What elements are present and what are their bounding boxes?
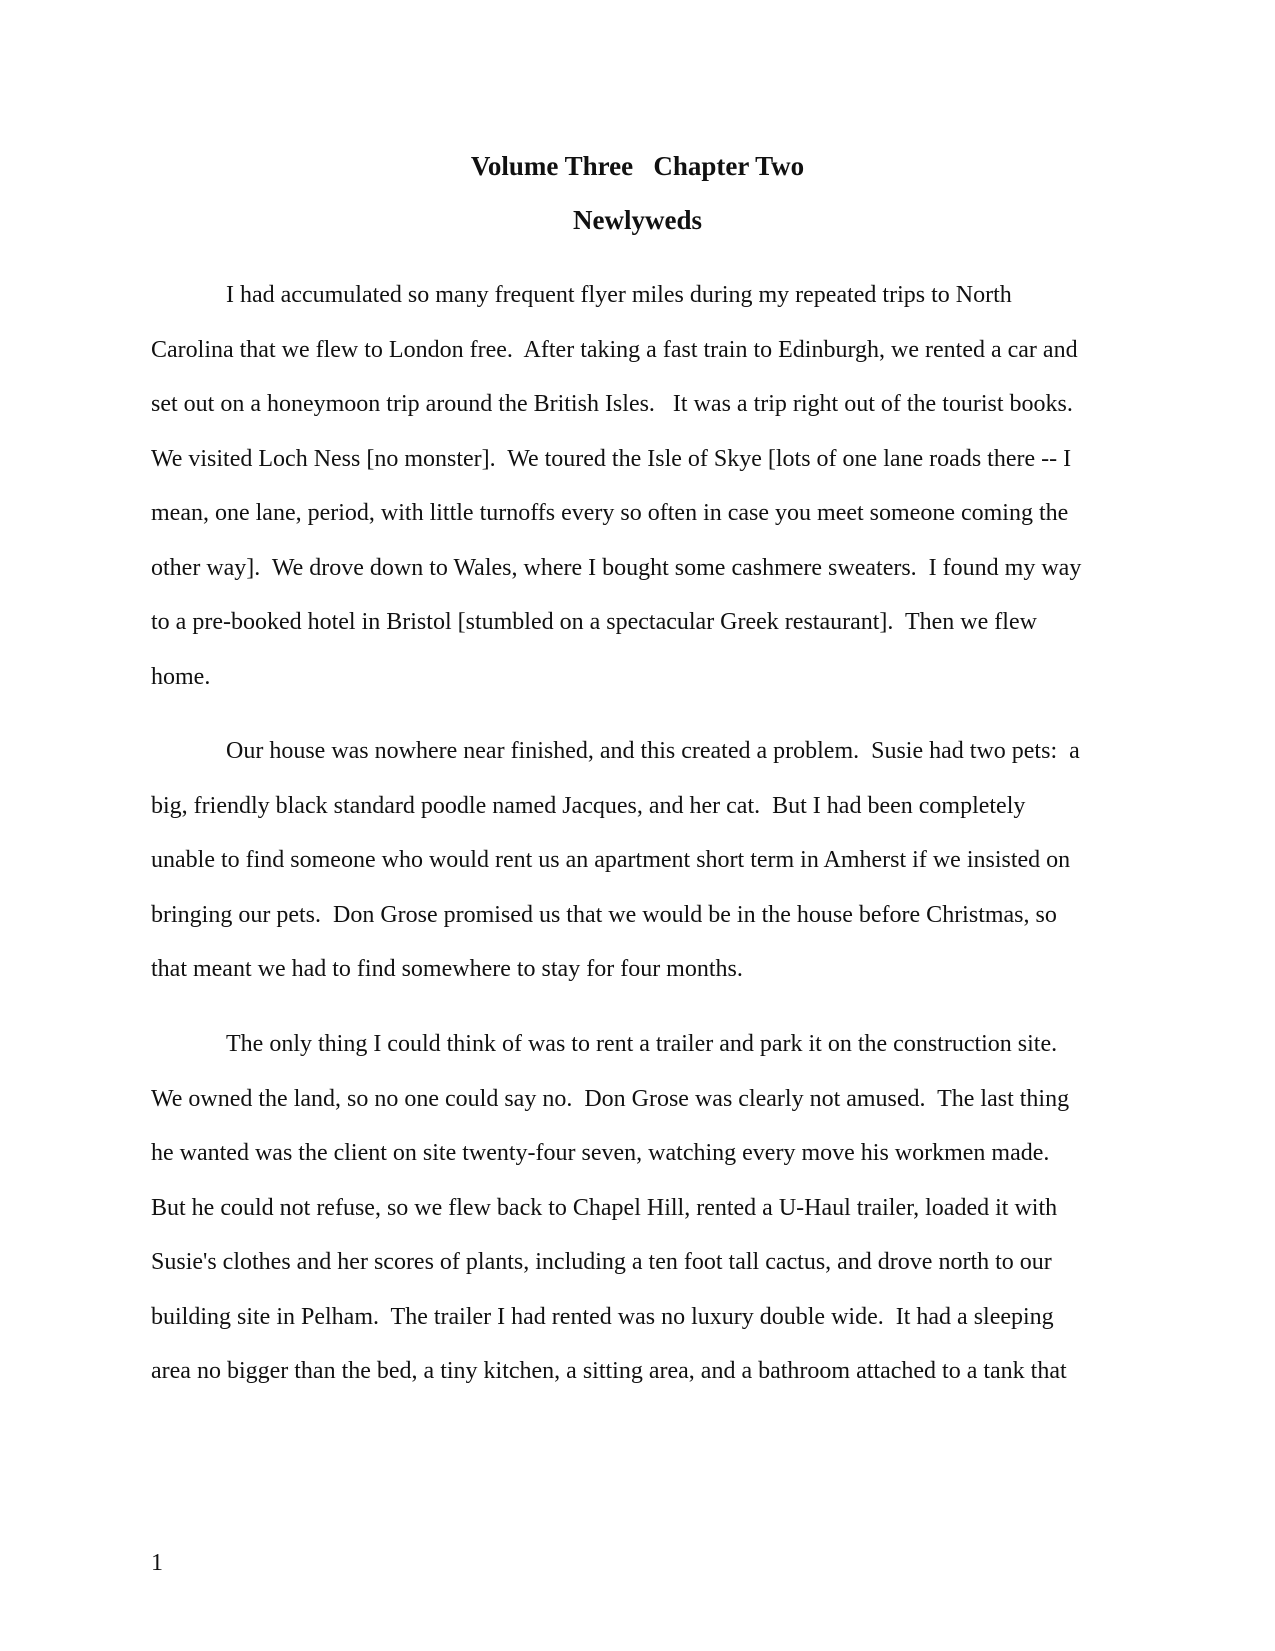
- text-line: mean, one lane, period, with little turnoffs every so often in case you meet someone coming the: [151, 500, 1069, 526]
- text-line: unable to find someone who would rent us an apartment short term in Amherst if we insisted on: [151, 847, 1071, 873]
- text-line: that meant we had to find somewhere to stay for four months.: [151, 956, 743, 982]
- text-line: to a pre-booked hotel in Bristol [stumbled on a spectacular Greek restaurant]. Then we flew: [151, 609, 1037, 635]
- text-line: set out on a honeymoon trip around the British Isles. It was a trip right out of the tourist books.: [151, 391, 1073, 417]
- text-line: building site in Pelham. The trailer I had rented was no luxury double wide. It had a sleeping: [151, 1304, 1054, 1330]
- chapter-subtitle: Newlyweds: [573, 205, 702, 235]
- text-line: area no bigger than the bed, a tiny kitchen, a sitting area, and a bathroom attached to a tank that: [151, 1358, 1067, 1384]
- text-line: home.: [151, 664, 211, 690]
- text-line: Our house was nowhere near finished, and this created a problem. Susie had two pets: a: [226, 738, 1080, 764]
- text-line: other way]. We drove down to Wales, where I bought some cashmere sweaters. I found my way: [151, 555, 1082, 581]
- page-number: 1: [151, 1550, 163, 1576]
- text-line: We owned the land, so no one could say no. Don Grose was clearly not amused. The last thing: [151, 1086, 1070, 1112]
- text-line: big, friendly black standard poodle named Jacques, and her cat. But I had been completely: [151, 793, 1026, 819]
- text-line: he wanted was the client on site twenty-four seven, watching every move his workmen made.: [151, 1140, 1050, 1166]
- text-line: Carolina that we flew to London free. After taking a fast train to Edinburgh, we rented a car and: [151, 337, 1078, 363]
- text-line: We visited Loch Ness [no monster]. We toured the Isle of Skye [lots of one lane roads there -- I: [151, 446, 1072, 472]
- text-line: But he could not refuse, so we flew back to Chapel Hill, rented a U-Haul trailer, loaded it with: [151, 1195, 1058, 1221]
- text-line: Susie's clothes and her scores of plants, including a ten foot tall cactus, and drove north to our: [151, 1249, 1052, 1275]
- text-line: The only thing I could think of was to rent a trailer and park it on the construction site.: [226, 1031, 1058, 1057]
- text-line: bringing our pets. Don Grose promised us that we would be in the house before Christmas, so: [151, 902, 1057, 928]
- chapter-title: Volume Three Chapter Two: [470, 151, 805, 181]
- text-line: I had accumulated so many frequent flyer miles during my repeated trips to North: [226, 282, 1012, 308]
